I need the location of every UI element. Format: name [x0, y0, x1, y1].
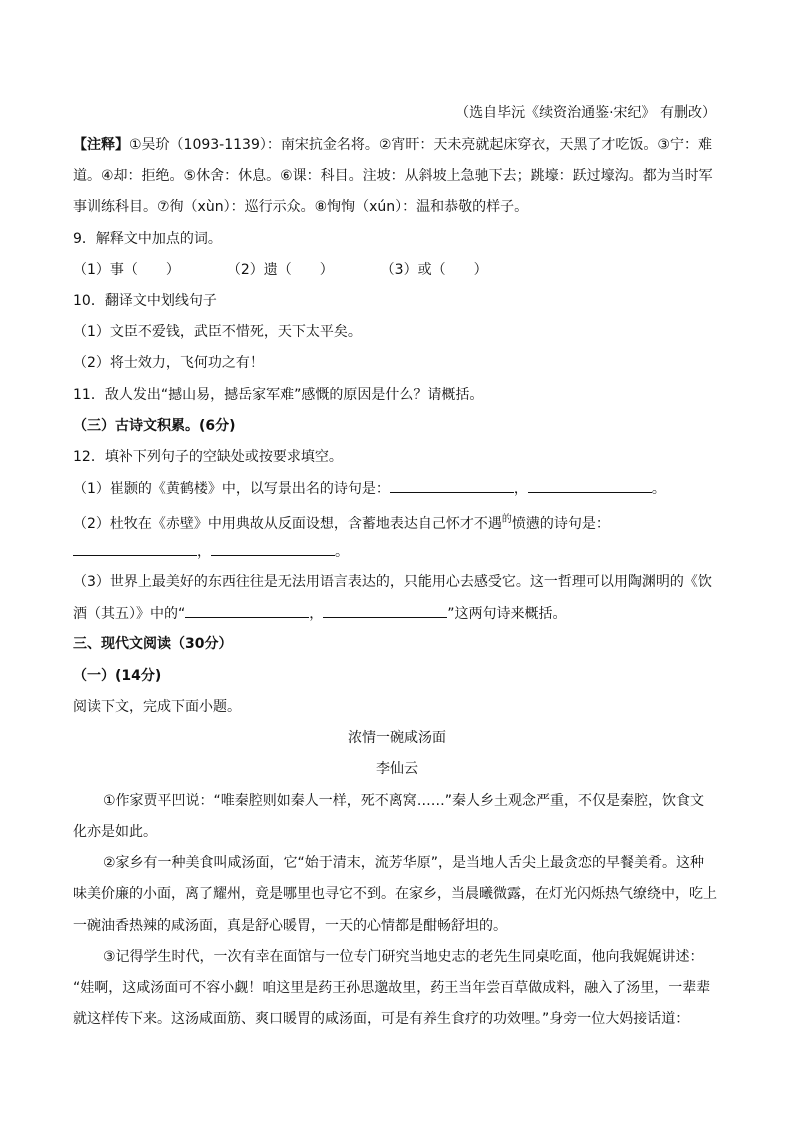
source-citation: （选自毕沅《续资治通鉴·宋纪》 有删改） [455, 105, 716, 121]
paragraph-1-line-1: ①作家贾平凹说：“唯秦腔则如秦人一样，死不离窝……”秦人乡土观念严重，不仅是秦腔，饮食文 [103, 793, 705, 809]
q12-part-2-text-b: 愤懑的诗句是： [511, 516, 610, 532]
question-9-title: 9．解释文中加点的词。 [73, 231, 222, 247]
answer-blank[interactable] [390, 478, 514, 493]
answer-blank[interactable] [323, 603, 447, 618]
part-3-heading: 三、现代文阅读（30分） [73, 636, 233, 652]
q10-sentence-2: （2）将士效力，飞何功之有！ [73, 355, 264, 371]
q12-part-2-blanks [73, 541, 349, 562]
paragraph-1-line-2: 化亦是如此。 [73, 824, 157, 840]
q12-part-1-text: （1）崔颢的《黄鹤楼》中，以写景出名的诗句是： [73, 481, 390, 497]
notes-heading: 【注释】 [73, 137, 129, 153]
answer-blank[interactable] [211, 541, 335, 556]
answer-blank[interactable] [528, 478, 652, 493]
q12-part-2 [73, 510, 610, 534]
q9-item-2: （2）遗（ ） [226, 262, 334, 278]
part-3-subheading: （一）(14分) [73, 668, 162, 684]
section-3-heading: （三）古诗文积累。(6分) [73, 418, 236, 434]
paragraph-2-line-3: 一碗油香热辣的咸汤面，真是舒心暖胃，一天的心情都是酣畅舒坦的。 [73, 918, 507, 934]
question-10-title: 10．翻译文中划线句子 [73, 293, 217, 309]
q12-part-2-text: （2）杜牧在《赤壁》中用典故从反面设想，含蓄地表达自己怀才不遇 [73, 516, 502, 532]
paragraph-3-line-1: ③记得学生时代，一次有幸在面馆与一位专门研究当地史志的老先生同桌吃面，他向我娓娓讲述： [103, 949, 704, 965]
superscript-char: 的 [501, 514, 512, 525]
q12-part-3-text: 酒（其五）》中的“ [73, 606, 186, 622]
q12-part-3: （3）世界上最美好的东西往往是无法用语言表达的，只能用心去感受它。这一哲理可以用陶渊明的《饮 [73, 574, 712, 590]
paragraph-2-line-2: 味美价廉的小面，离了耀州，竟是哪里也寻它不到。在家乡，当晨曦微露，在灯光闪烁热气缭绕中，吃上 [73, 886, 717, 902]
period: 。 [335, 544, 349, 560]
article-title: 浓情一碗咸汤面 [348, 730, 446, 746]
article-author: 李仙云 [376, 761, 418, 777]
comma: ， [309, 606, 324, 622]
q12-part-3-text-b: ”这两句诗来概括。 [447, 606, 567, 622]
q12-part-3-cont [73, 603, 567, 624]
notes-line-3: 事训练科目。⑦徇（xùn）：巡行示众。⑧恂恂（xún）：温和恭敬的样子。 [73, 199, 529, 215]
q9-item-1: （1）事（ ） [73, 262, 180, 278]
paragraph-2-line-1: ②家乡有一种美食叫咸汤面，它“始于清末，流芳华原”，是当地人舌尖上最贪恋的早餐美肴。这种 [103, 855, 705, 871]
comma: ， [197, 544, 211, 560]
paragraph-3-line-3: 就这样传下来。这汤咸面筋、爽口暖胃的咸汤面，可是有养生食疗的功效哩。”身旁一位大妈接话道： [73, 1011, 690, 1027]
notes-text-1: ①吴玠（1093-1139）：南宋抗金名将。②宵旰：天未亮就起床穿衣，天黑了才吃饭。③宁：难 [129, 137, 712, 153]
q12-part-1 [73, 478, 666, 499]
reading-intro: 阅读下文，完成下面小题。 [73, 699, 241, 715]
answer-blank[interactable] [73, 541, 197, 556]
question-12-title: 12．填补下列句子的空缺处或按要求填空。 [73, 449, 343, 465]
comma: ， [513, 481, 528, 497]
question-11: 11．敌人发出“撼山易，撼岳家军难”感慨的原因是什么？请概括。 [73, 387, 484, 403]
q9-item-3: （3）或（ ） [380, 262, 488, 278]
notes-line-1 [73, 135, 712, 155]
q10-sentence-1: （1）文臣不爱钱，武臣不惜死，天下太平矣。 [73, 324, 362, 340]
answer-blank[interactable] [185, 603, 309, 618]
period: 。 [651, 481, 666, 497]
notes-line-2: 道。④却：拒绝。⑤休舍：休息。⑥课：科目。注坡：从斜坡上急驰下去；跳壕：跃过壕沟。都为当时军 [73, 168, 713, 184]
question-9-items [73, 260, 488, 280]
paragraph-3-line-2: “娃啊，这咸汤面可不容小觑！咱这里是药王孙思邈故里，药王当年尝百草做成料，融入了汤里，一辈辈 [73, 980, 711, 996]
